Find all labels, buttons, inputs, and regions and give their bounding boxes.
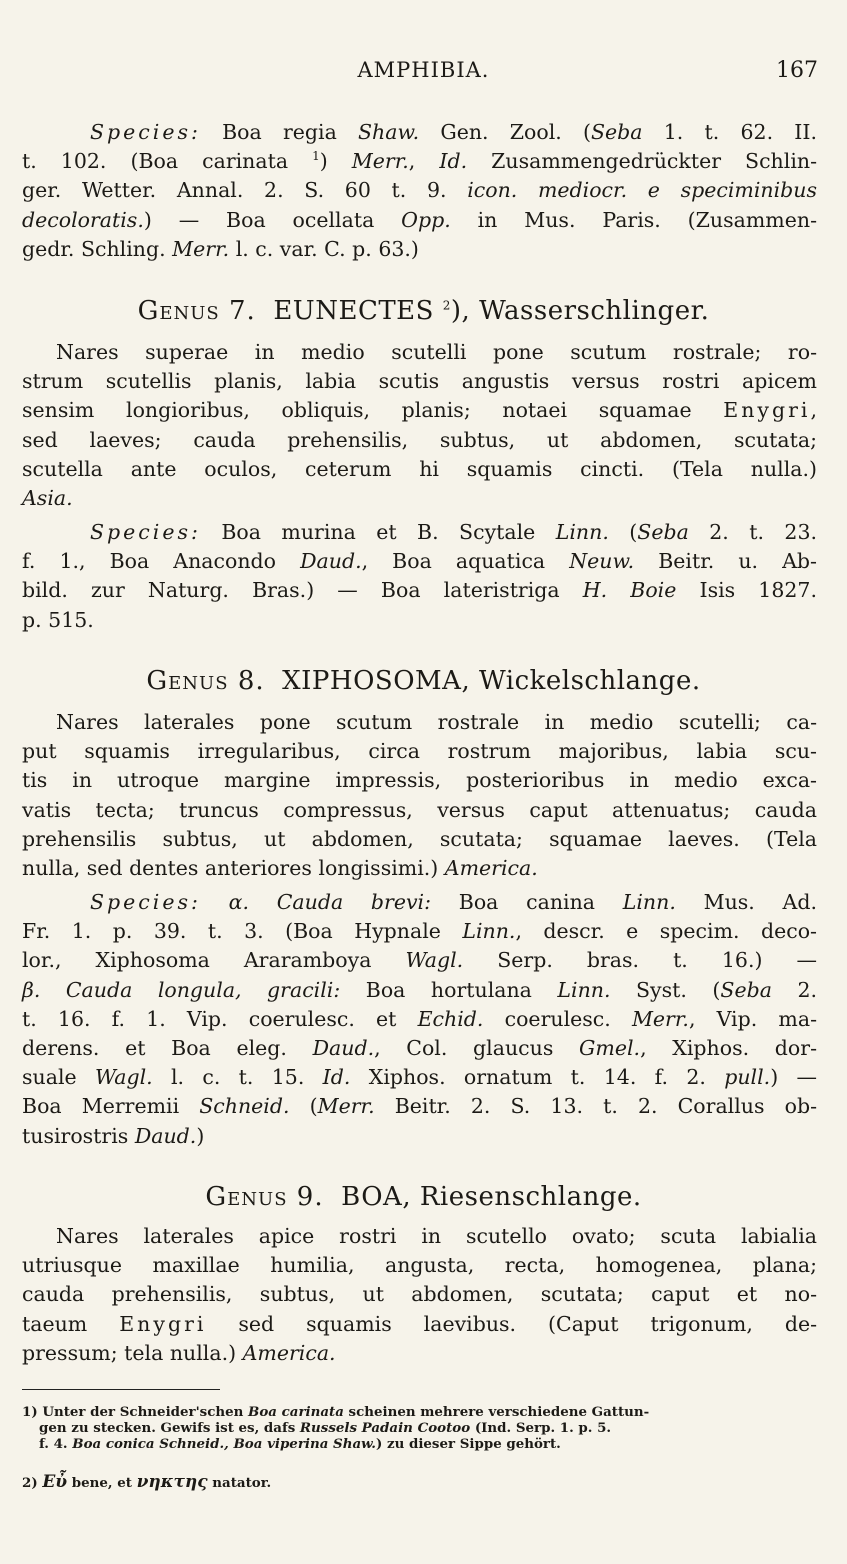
genus-description-xiphosoma [22,708,817,883]
text-line: scutella ante oculos, ceterum hi squamis cincti. (Tela nulla.) [22,456,817,481]
running-head [0,58,847,88]
text-line: suale Wagl. l. c. t. 15. Id. Xiphos. ornatum t. 14. f. 2. pull.) — [22,1065,817,1090]
page-number: 167 [776,58,818,83]
species-paragraph-eunectes [22,518,817,635]
text-line: 2) Εὖ bene, et νηκτης natator. [22,1472,272,1492]
text-line: bild. zur Naturg. Bras.) — Boa lateristriga H. Boie Isis 1827. [22,578,817,603]
species-paragraph-boa-regia [22,118,817,264]
text-line: strum scutellis planis, labia scutis angustis versus rostri apicem [22,369,817,394]
text-line: sensim longioribus, obliquis, planis; notaei squamae Enygri, [22,398,817,423]
text-line: decoloratis.) — Boa ocellata Opp. in Mus. Paris. (Zusammen- [22,207,817,232]
text-line: lor., Xiphosoma Araramboya Wagl. Serp. bras. t. 16.) — [22,948,817,973]
text-line: derens. et Boa eleg. Daud., Col. glaucus Gmel., Xiphos. dor- [22,1036,817,1061]
text-line: Fr. 1. p. 39. t. 3. (Boa Hypnale Linn., descr. e specim. deco- [22,919,817,944]
text-line: t. 16. f. 1. Vip. coerulesc. et Echid. coerulesc. Merr., Vip. ma- [22,1006,818,1031]
text-line: p. 515. [22,607,94,632]
text-line: Species: α. Cauda brevi: Boa canina Linn. Mus. Ad. [90,890,817,914]
genus-heading-xiphosoma: Genus 8. XIPHOSOMA, Wickelschlange. [146,666,701,696]
text-line: f. 4. Boa conica Schneid., Boa viperina Shaw.) zu dieser Sippe gehört. [39,1436,561,1452]
text-line: Species: Boa regia Shaw. Gen. Zool. (Seba 1. t. 62. II. [90,120,818,144]
text-line: tis in utroque margine impressis, posterioribus in medio exca- [22,768,817,793]
text-line: f. 1., Boa Anacondo Daud., Boa aquatica Neuw. Beitr. u. Ab- [22,549,817,574]
text-line: put squamis irregularibus, circa rostrum majoribus, labia scu- [22,739,817,764]
text-line: prehensilis subtus, ut abdomen, scutata; squamae laeves. (Tela [22,826,817,851]
text-line: Species: Boa murina et B. Scytale Linn. (Seba 2. t. 23. [90,520,818,544]
text-line: 1) Unter der Schneider'schen Boa carinata scheinen mehrere verschiedene Gattun- [22,1404,650,1420]
genus-description-boa [22,1222,817,1368]
text-line: Nares laterales pone scutum rostrale in medio scutelli; ca- [56,710,817,734]
footnote-2 [22,1474,817,1491]
text-line: Asia. [22,486,73,511]
text-line: Nares laterales apice rostri in scutello ovato; scuta labialia [56,1224,817,1248]
text-line: Boa Merremii Schneid. (Merr. Beitr. 2. S. 13. t. 2. Corallus ob- [22,1094,817,1119]
text-line: cauda prehensilis, subtus, ut abdomen, scutata; caput et no- [22,1282,817,1307]
genus-heading-boa: Genus 9. BOA, Riesenschlange. [205,1182,642,1212]
text-line: t. 102. (Boa carinata $^1$) Merr., Id. Zusammengedrückter Schlin- [22,149,818,174]
text-line: gedr. Schling. Merr. l. c. var. C. p. 63.) [22,236,419,261]
genus-heading-eunectes: Genus 7. EUNECTES $^2$), Wasserschlinger. [137,296,710,326]
genus-description-eunectes [22,338,817,513]
footnote-ref-2: 2 [442,298,451,313]
footnote-ref-1: 1 [312,149,320,164]
text-line: gen zu stecken. Gewifs ist es, dafs Russels Padain Cootoo (Ind. Serp. 1. p. 5. [39,1420,612,1436]
footnote-rule [22,1389,220,1390]
text-line: Nares superae in medio scutelli pone scutum rostrale; ro- [56,340,817,364]
species-paragraph-xiphosoma [22,888,817,1151]
running-head-title: AMPHIBIA. [357,58,490,82]
text-line: sed laeves; cauda prehensilis, subtus, ut abdomen, scutata; [22,427,817,452]
text-line: nulla, sed dentes anteriores longissimi.) America. [22,856,538,881]
text-line: vatis tecta; truncus compressus, versus caput attenuatus; cauda [22,797,817,822]
text-line: utriusque maxillae humilia, angusta, recta, homogenea, plana; [22,1253,817,1278]
text-line: β. Cauda longula, gracili: Boa hortulana Linn. Syst. (Seba 2. [22,977,818,1002]
text-line: taeum Enygri sed squamis laevibus. (Caput trigonum, de- [22,1311,818,1336]
text-line: pressum; tela nulla.) America. [22,1340,336,1365]
text-line: ger. Wetter. Annal. 2. S. 60 t. 9. icon. mediocr. e speciminibus [22,178,817,203]
text-line: tusirostris Daud.) [22,1123,205,1148]
footnote-1 [22,1404,817,1452]
